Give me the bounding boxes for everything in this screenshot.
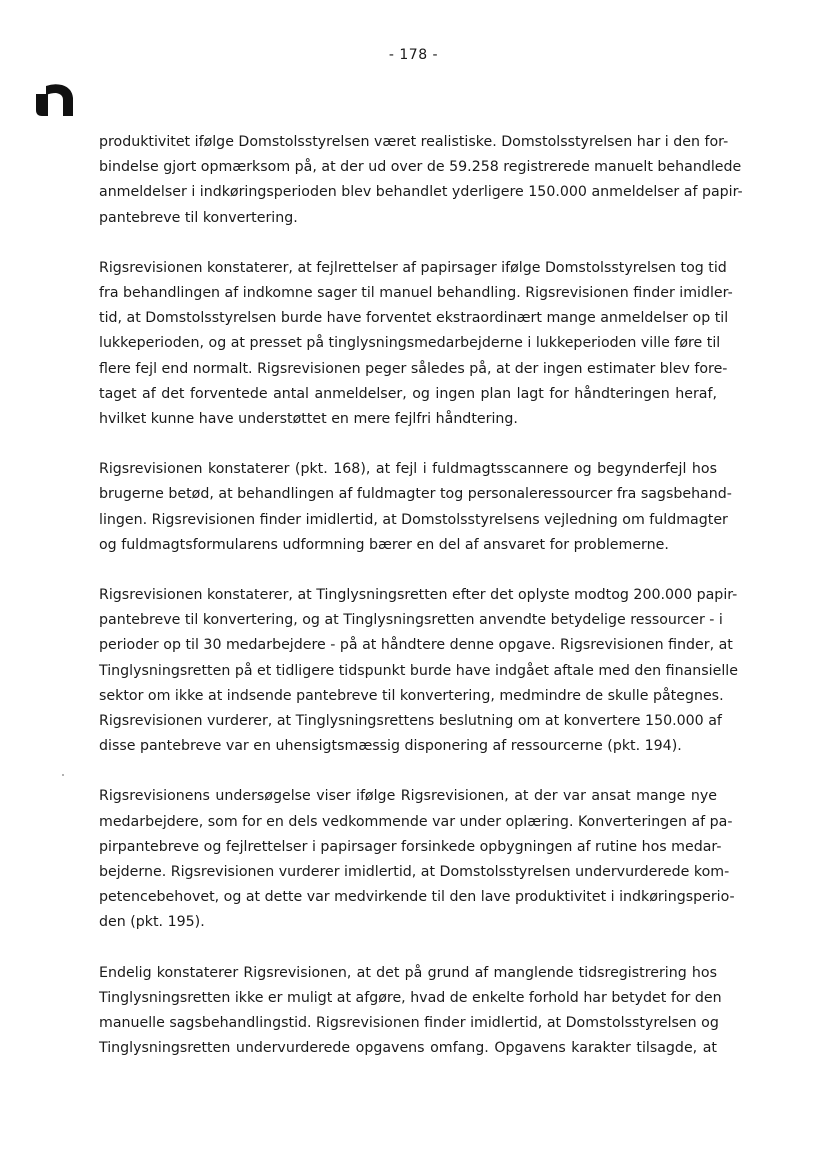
text-line: manuelle sagsbehandlingstid. Rigsrevisionen finder imidlertid, at Domstolsstyrelsen og bbox=[99, 1015, 719, 1032]
paragraph bbox=[99, 256, 733, 432]
text-line: fra behandlingen af indkomne sager til manuel behandling. Rigsrevisionen finder imidler- bbox=[99, 285, 733, 302]
text-line: taget af det forventede antal anmeldelser, og ingen plan lagt for håndteringen heraf, bbox=[99, 385, 717, 402]
text-line: Rigsrevisionen vurderer, at Tinglysningsrettens beslutning om at konvertere 150.000 af bbox=[99, 713, 722, 730]
text-line: bejderne. Rigsrevisionen vurderer imidlertid, at Domstolsstyrelsen undervurderede kom- bbox=[99, 864, 730, 881]
text-line: Rigsrevisionens undersøgelse viser ifølge Rigsrevisionen, at der var ansat mange nye bbox=[99, 788, 717, 805]
text-line: flere fejl end normalt. Rigsrevisionen peger således på, at der ingen estimater blev fore- bbox=[99, 360, 728, 377]
text-line: Rigsrevisionen konstaterer, at fejlrettelser af papirsager ifølge Domstolsstyrelsen tog tid bbox=[99, 259, 727, 276]
text-line: den (pkt. 195). bbox=[99, 914, 205, 931]
text-line: Tinglysningsretten på et tidligere tidspunkt burde have indgået aftale med den finansielle bbox=[99, 662, 738, 679]
text-line: pantebreve til konvertering. bbox=[99, 209, 298, 226]
text-line: lukkeperioden, og at presset på tinglysningsmedarbejderne i lukkeperioden ville føre til bbox=[99, 335, 721, 352]
paragraph bbox=[99, 784, 735, 935]
text-line: pantebreve til konvertering, og at Tinglysningsretten anvendte betydelige ressourcer - i bbox=[99, 612, 723, 629]
text-line: og fuldmagtsformularens udformning bærer en del af ansvaret for problemerne. bbox=[99, 536, 669, 553]
text-line: disse pantebreve var en uhensigtsmæssig disponering af ressourcerne (pkt. 194). bbox=[99, 738, 682, 755]
text-line: medarbejdere, som for en dels vedkommende var under oplæring. Konverteringen af pa- bbox=[99, 813, 733, 830]
paragraph bbox=[99, 583, 738, 759]
margin-mark bbox=[62, 774, 64, 776]
text-line: brugerne betød, at behandlingen af fuldmagter tog personaleressourcer fra sagsbehand- bbox=[99, 486, 732, 503]
text-line: Endelig konstaterer Rigsrevisionen, at det på grund af manglende tidsregistrering hos bbox=[99, 964, 717, 981]
text-line: hvilket kunne have understøttet en mere fejlfri håndtering. bbox=[99, 411, 518, 428]
text-line: anmeldelser i indkøringsperioden blev behandlet yderligere 150.000 anmeldelser af papir- bbox=[99, 184, 743, 201]
page-number: - 178 - bbox=[388, 47, 439, 63]
text-line: Rigsrevisionen konstaterer, at Tinglysningsretten efter det oplyste modtog 200.000 papir- bbox=[99, 587, 738, 604]
text-line: produktivitet ifølge Domstolsstyrelsen været realistiske. Domstolsstyrelsen har i den for- bbox=[99, 134, 729, 150]
text-line: petencebehovet, og at dette var medvirkende til den lave produktivitet i indkøringsperio- bbox=[99, 889, 735, 906]
rigsrevisionen-logo-icon bbox=[34, 82, 76, 118]
paragraph bbox=[99, 130, 743, 231]
text-line: pirpantebreve og fejlrettelser i papirsager forsinkede opbygningen af rutine hos medar- bbox=[99, 838, 722, 855]
text-line: tid, at Domstolsstyrelsen burde have forventet ekstraordinært mange anmeldelser op til bbox=[99, 310, 729, 327]
text-line: bindelse gjort opmærksom på, at der ud over de 59.258 registrerede manuelt behandlede bbox=[99, 159, 742, 176]
text-line: Tinglysningsretten ikke er muligt at afgøre, hvad de enkelte forhold har betydet for den bbox=[99, 989, 722, 1006]
paragraph bbox=[99, 457, 732, 558]
paragraph bbox=[99, 961, 722, 1062]
text-line: sektor om ikke at indsende pantebreve til konvertering, medmindre de skulle påtegnes. bbox=[99, 687, 724, 704]
text-line: Tinglysningsretten undervurderede opgavens omfang. Opgavens karakter tilsagde, at bbox=[99, 1040, 717, 1057]
text-line: perioder op til 30 medarbejdere - på at håndtere denne opgave. Rigsrevisionen finder, at bbox=[99, 637, 733, 654]
text-line: Rigsrevisionen konstaterer (pkt. 168), at fejl i fuldmagtsscannere og begynderfejl hos bbox=[99, 461, 717, 478]
body-text bbox=[99, 130, 743, 1087]
text-line: lingen. Rigsrevisionen finder imidlertid, at Domstolsstyrelsens vejledning om fuldmagter bbox=[99, 511, 728, 528]
